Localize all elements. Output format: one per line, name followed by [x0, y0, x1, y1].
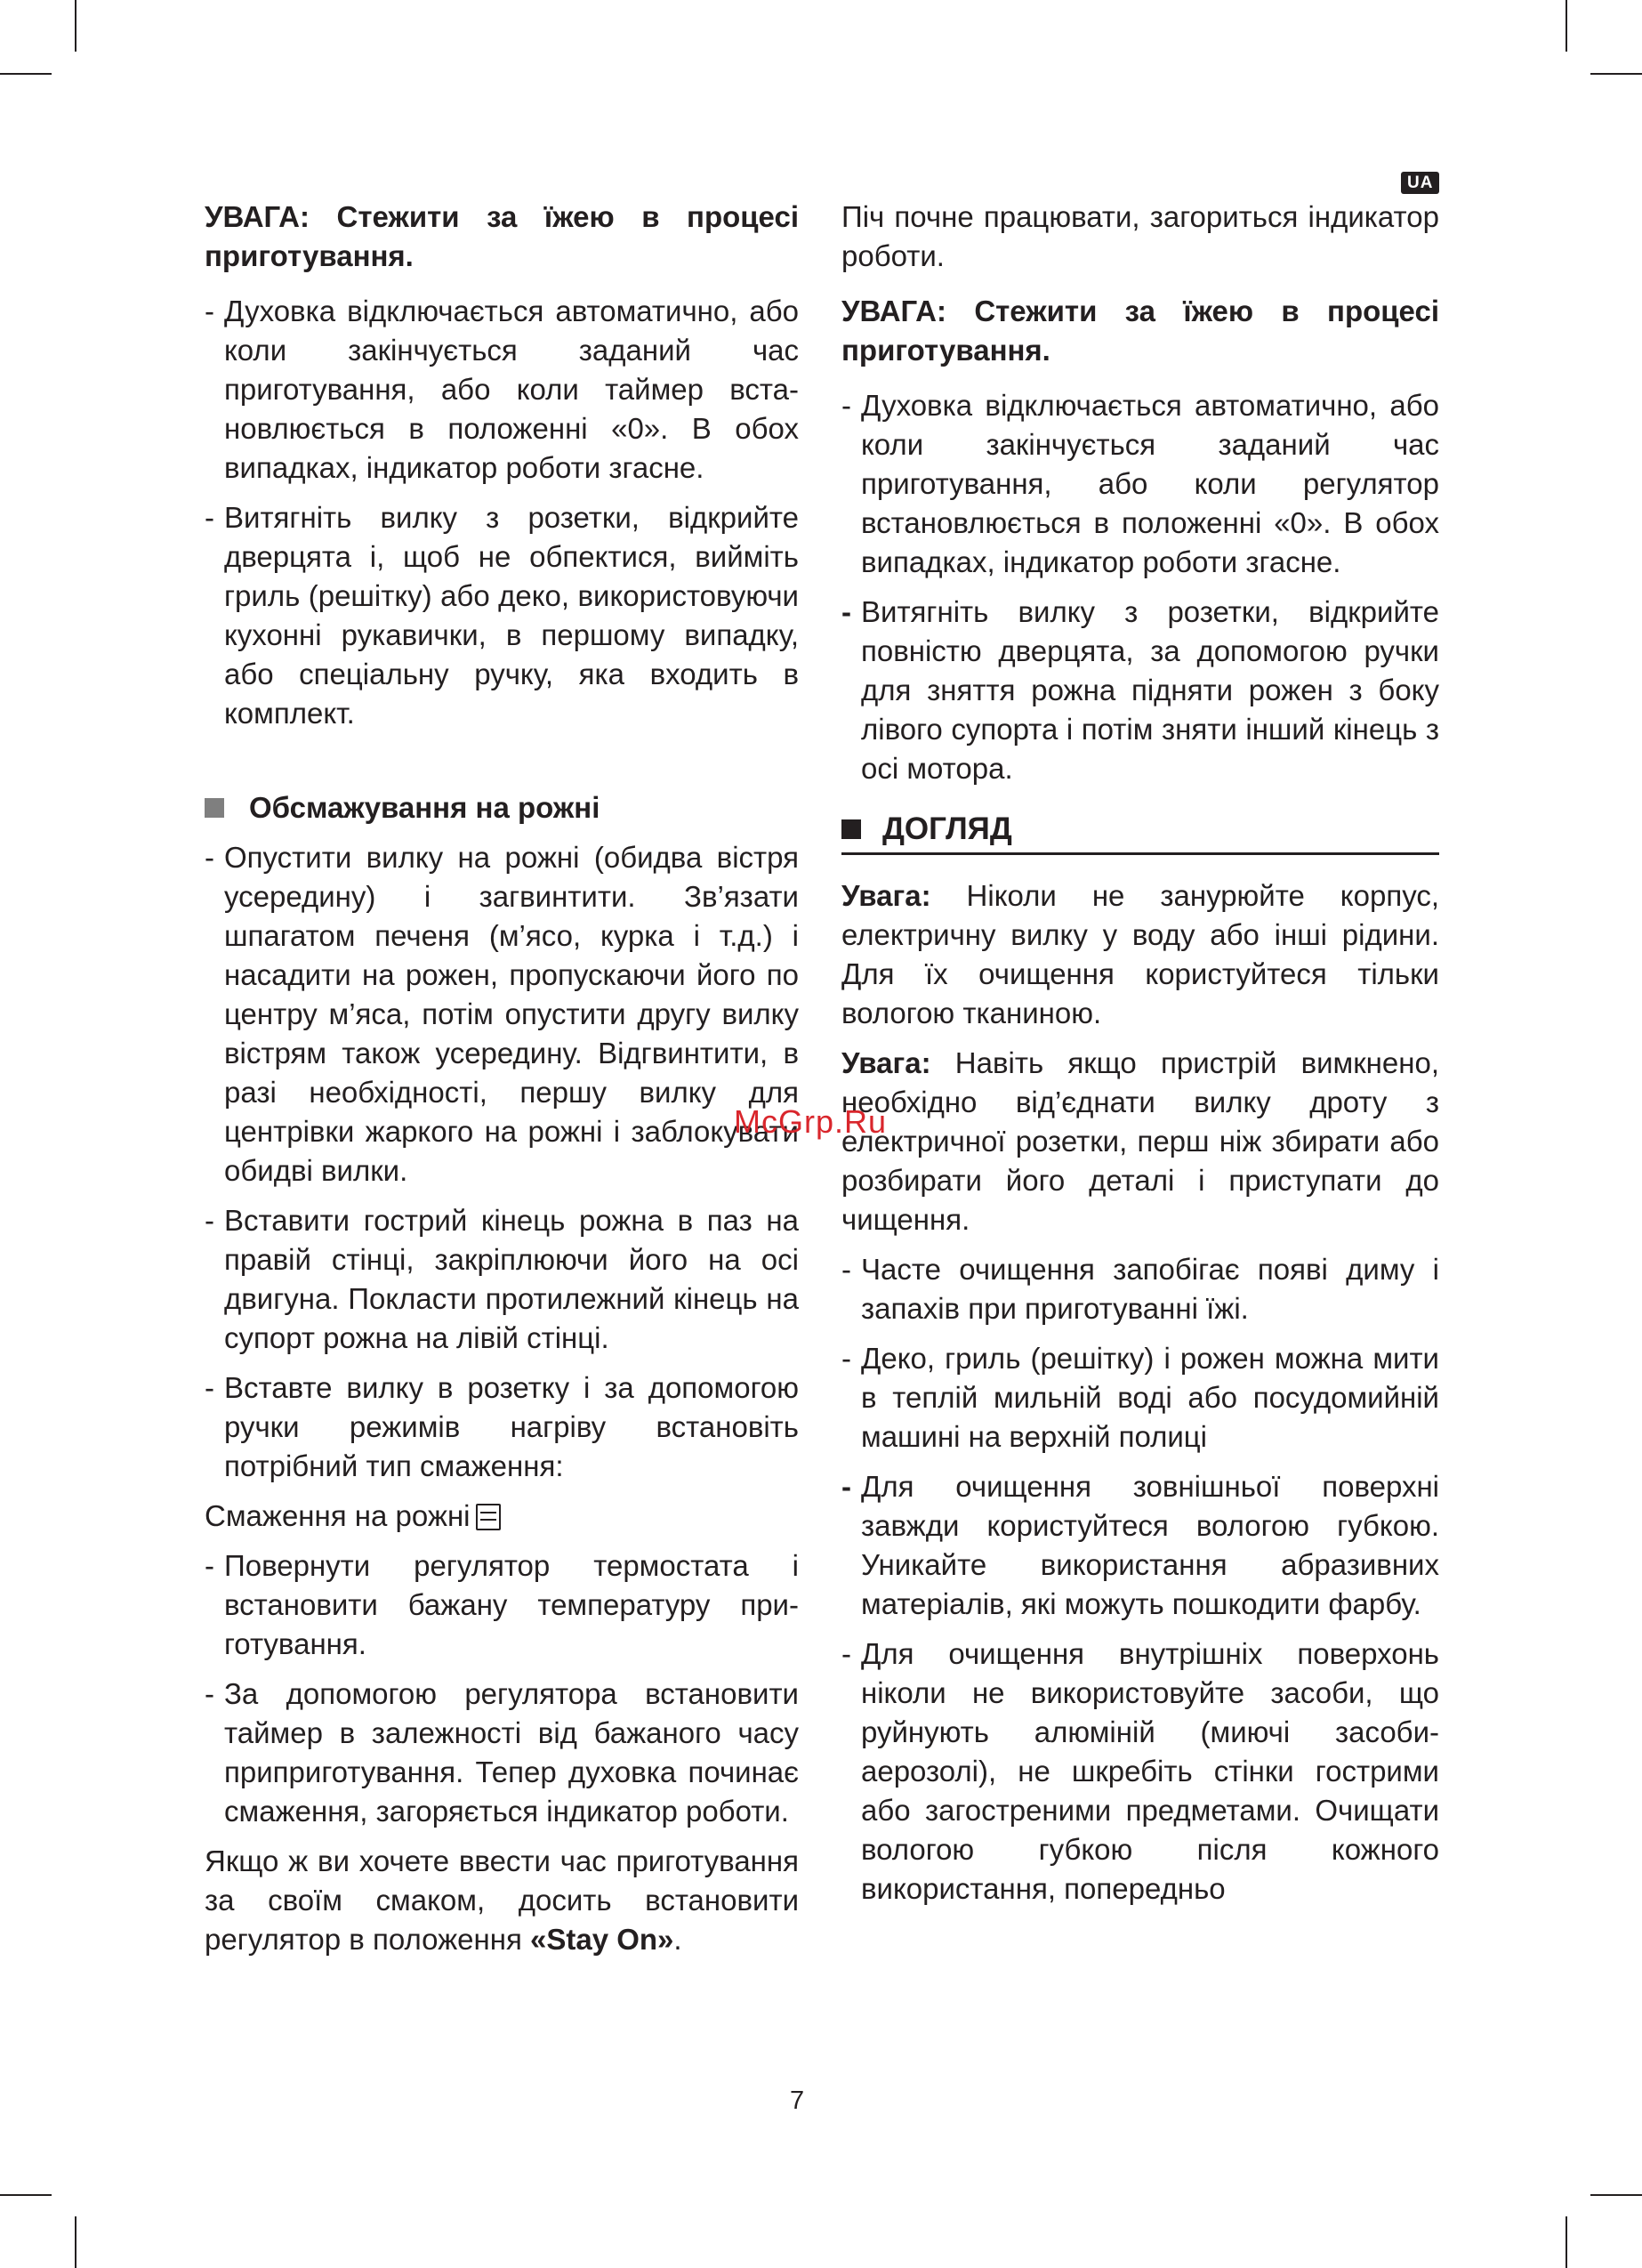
list-item: - Витягніть вилку з розетки, відкрийте повністю дверцята, за допомогою ручки для зняття рожна підняти рожен з боку лівого супорта і потім зняти інший кінець з осі мотора.	[841, 595, 1439, 785]
crop-mark	[75, 0, 76, 52]
crop-mark	[1566, 0, 1567, 52]
list-item: - Повернути регулятор термостата і встановити бажану температуру приготування.	[205, 1549, 799, 1660]
section-heading-spit: Обсмажування на рожні	[205, 788, 799, 827]
list-item: - Часте очищення запобігає появі диму і запахів при приготуванні їжі.	[841, 1253, 1439, 1325]
crop-mark	[1590, 2194, 1642, 2196]
crop-mark	[1566, 2216, 1567, 2268]
list-item: - Для очищення внутрішніх поверхонь ніколи не використовуйте засоби, що руйнують алюміній (миючі засоби-аерозолі), не шкребіть стінки гострими або загостреними предметами. Очищати вологою губкою після кожного використання, попередньо	[841, 1637, 1439, 1905]
warning-text: УВАГА: Стежити за їжею в процесі приготування.	[841, 295, 1439, 367]
crop-mark	[0, 2194, 52, 2196]
rotisserie-icon	[476, 1504, 501, 1530]
square-bullet-icon	[205, 798, 224, 818]
spit-mode-label: Смаження на рожні	[205, 1497, 799, 1536]
final-paragraph: Якщо ж ви хочете ввести час приготування за своїм смаком, досить встановити регулятор в положення «Stay On».	[205, 1844, 799, 1956]
list-item: - Вставити гострий кінець рожна в паз на правій стінці, закріплюючи його на осі двигуна. Покласти протилежний кінець на супорт рожна на лівій стінці.	[205, 1204, 799, 1354]
page-number: 7	[790, 2086, 805, 2115]
list-item: - Витягніть вилку з розетки, відкрийте дверцята і, щоб не обпектися, вийміть гриль (решітку) або деко, використовуючи кухонні рукавички, в першому випадку, або спеціальну ручку, яка входить в комплект.	[205, 501, 799, 730]
list-item: - Вставте вилку в розетку і за допомогою ручки режимів нагріву встановіть потрібний тип смаження:	[205, 1371, 799, 1482]
list-item: - Деко, гриль (решітку) і рожен можна мити в теплій мильній воді або посудомийній машині на верхній полиці	[841, 1342, 1439, 1453]
list-item: - Духовка відключається автоматично, або коли закінчується заданий час приготування, або коли регулятор встановлюється в положенні «0». В обох випадках, індикатор роботи згасне.	[841, 389, 1439, 578]
crop-mark	[1590, 73, 1642, 75]
intro-text: Піч почне працювати, загориться індикатор роботи.	[841, 200, 1439, 272]
section-heading-care: ДОГЛЯД	[841, 810, 1439, 855]
left-column	[205, 198, 799, 1970]
list-item: - Для очищення зовнішньої поверхні завжди користуйтеся вологою губкою. Уникайте використання абразивних матеріалів, які можуть пошкодити фарбу.	[841, 1470, 1439, 1620]
warning-text: УВАГА: Стежити за їжею в процесі приготування.	[205, 200, 799, 272]
watermark: McGrp.Ru	[734, 1103, 888, 1140]
right-column	[841, 198, 1439, 1919]
language-badge: UA	[1401, 172, 1439, 194]
care-warning-2: Увага: Навіть якщо пристрій вимкнено, необхідно від’єднати вилку дроту з електричної розетки, перш ніж збирати або розбирати його деталі і приступати до чищення.	[841, 1046, 1439, 1236]
care-warning-1: Увага: Ніколи не занурюйте корпус, електричну вилку у воду або інші рідини. Для їх очищення користуйтеся тільки вологою тканиною.	[841, 879, 1439, 1029]
crop-mark	[75, 2216, 76, 2268]
list-item: - Опустити вилку на рожні (обидва вістря усередину) і загвинтити. Зв’язати шпагатом печеня (м’ясо, курка і т.д.) і насадити на рожен, пропускаючи його по центру м’яса, потім опустити другу вилку вістрям також усередину. Відгвинтити, в разі необхідності, першу вилку для центрівки жаркого на рожні і заблокувати обидві вилки.	[205, 841, 799, 1187]
list-item: - За допомогою регулятора встановити таймер в залежності від бажаного часу приприготування. Тепер духовка починає смаження, загоряється індикатор роботи.	[205, 1677, 799, 1828]
square-bullet-icon	[841, 819, 861, 839]
list-item: - Духовка відключається автоматично, або коли закінчується заданий час приготування, або коли таймер встановлюється в положенні «0». В обох випадках, індикатор роботи згасне.	[205, 295, 799, 484]
crop-mark	[0, 73, 52, 75]
